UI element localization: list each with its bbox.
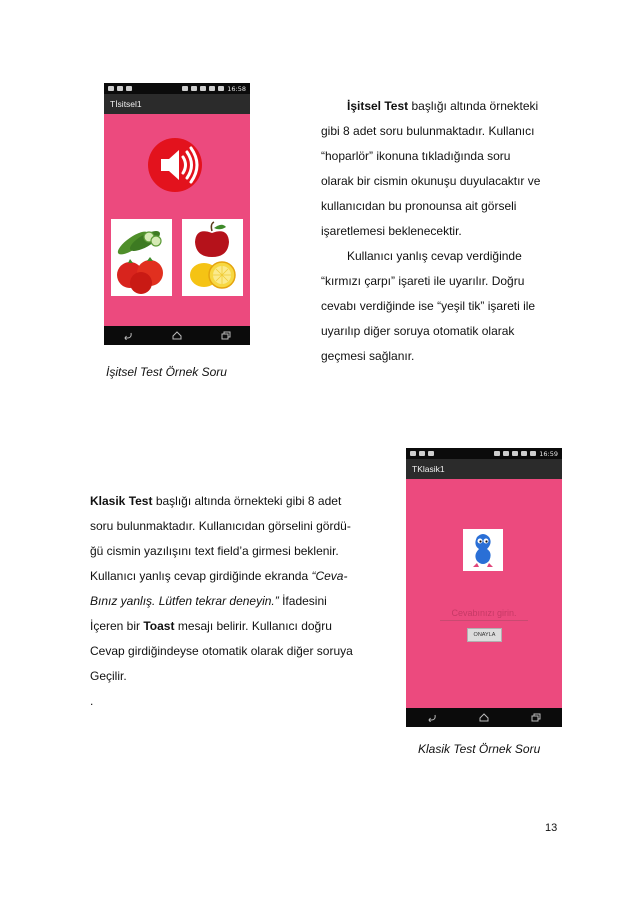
warning-icon: [126, 86, 132, 91]
notification-icon: [410, 451, 416, 456]
nav-bar: [104, 326, 250, 345]
isitsel-line-10: uyarılıp diğer soruya otomatik olarak: [321, 324, 515, 338]
klasik-line-7: Cevap girdiğindeyse otomatik olarak diğer soruya: [90, 644, 353, 658]
klasik-line-4: Kullanıcı yanlış cevap girdiğinde ekranda “Ceva-: [90, 569, 348, 583]
status-bar: [104, 83, 250, 94]
isitsel-phone-screenshot: [104, 83, 250, 345]
status-time: 16:59: [539, 449, 558, 458]
apple-image: [195, 222, 229, 257]
warning-icon: [428, 451, 434, 456]
isitsel-line-11: geçmesi sağlanır.: [321, 349, 415, 363]
notification-icon: [419, 451, 425, 456]
back-icon[interactable]: [425, 712, 439, 724]
home-icon[interactable]: [170, 330, 184, 342]
klasik-line-5: Bınız yanlış. Lütfen tekrar deneyin.” İfadesini: [90, 594, 327, 608]
nav-bar: [406, 708, 562, 727]
klasik-line-1: Klasik Test başlığı altında örnekteki gibi 8 adet: [90, 494, 342, 508]
cucumber-image: [115, 227, 163, 258]
battery-icon: [218, 86, 224, 91]
isitsel-line-1: İşitsel Test başlığı altında örnekteki: [347, 99, 539, 113]
tile-fruits[interactable]: [182, 219, 243, 296]
answer-input[interactable]: Cevabınızı girin.: [440, 606, 528, 621]
tile-vegetables[interactable]: [111, 219, 172, 296]
nfc-icon: [191, 86, 197, 91]
klasik-phone-screenshot: [406, 448, 562, 727]
isitsel-line-2: gibi 8 adet soru bulunmaktadır. Kullanıcı: [321, 124, 535, 138]
status-bar: [406, 448, 562, 459]
wifi-icon: [200, 86, 206, 91]
recent-apps-icon[interactable]: [219, 330, 233, 342]
wifi-icon: [512, 451, 518, 456]
letter-character-image: [463, 529, 503, 571]
isitsel-line-9: cevabı verdiğinde ise “yeşil tik” işareti ile: [321, 299, 536, 313]
question-image: [463, 529, 503, 571]
confirm-button[interactable]: ONAYLA: [467, 628, 502, 642]
isitsel-line-3: “hoparlör” ikonuna tıkladığında soru: [321, 149, 511, 163]
lemon-image: [190, 262, 235, 288]
status-time: 16:58: [227, 84, 246, 93]
app-title: TKlasik1: [406, 459, 562, 479]
klasik-line-3: ğü cismin yazılışını text field’a girmesi beklenir.: [90, 544, 339, 558]
home-icon[interactable]: [477, 712, 491, 724]
isitsel-line-7: Kullanıcı yanlış cevap verdiğinde: [347, 249, 522, 263]
klasik-line-9: .: [90, 694, 94, 708]
klasik-caption: Klasik Test Örnek Soru: [418, 742, 541, 756]
vibrate-icon: [494, 451, 500, 456]
signal-icon: [209, 86, 215, 91]
notification-icon: [108, 86, 114, 91]
tomato-image: [117, 257, 163, 294]
page-number: 13: [545, 822, 558, 834]
nfc-icon: [503, 451, 509, 456]
vibrate-icon: [182, 86, 188, 91]
isitsel-line-8: “kırmızı çarpı” işareti ile uyarılır. Doğru: [321, 274, 525, 288]
speaker-volume-icon[interactable]: [147, 137, 203, 193]
app-title: Tİsitsel1: [104, 94, 250, 114]
klasik-line-6: İçeren bir Toast mesajı belirir. Kullanıcı doğru: [90, 619, 332, 633]
notification-icon: [117, 86, 123, 91]
klasik-line-8: Geçilir.: [90, 669, 127, 683]
back-icon[interactable]: [121, 330, 135, 342]
isitsel-description: [321, 94, 581, 369]
klasik-line-2: soru bulunmaktadır. Kullanıcıdan görselini gördü-: [90, 519, 351, 533]
isitsel-line-5: kullanıcıdan bu pronounsa ait görseli: [321, 199, 517, 213]
isitsel-line-6: işaretlemesi beklenecektir.: [321, 224, 462, 238]
recent-apps-icon[interactable]: [529, 712, 543, 724]
signal-icon: [521, 451, 527, 456]
isitsel-line-4: olarak bir cismin okunuşu duyulacaktır ve: [321, 174, 541, 188]
isitsel-caption: İşitsel Test Örnek Soru: [106, 365, 227, 379]
battery-icon: [530, 451, 536, 456]
klasik-description: [90, 489, 390, 714]
